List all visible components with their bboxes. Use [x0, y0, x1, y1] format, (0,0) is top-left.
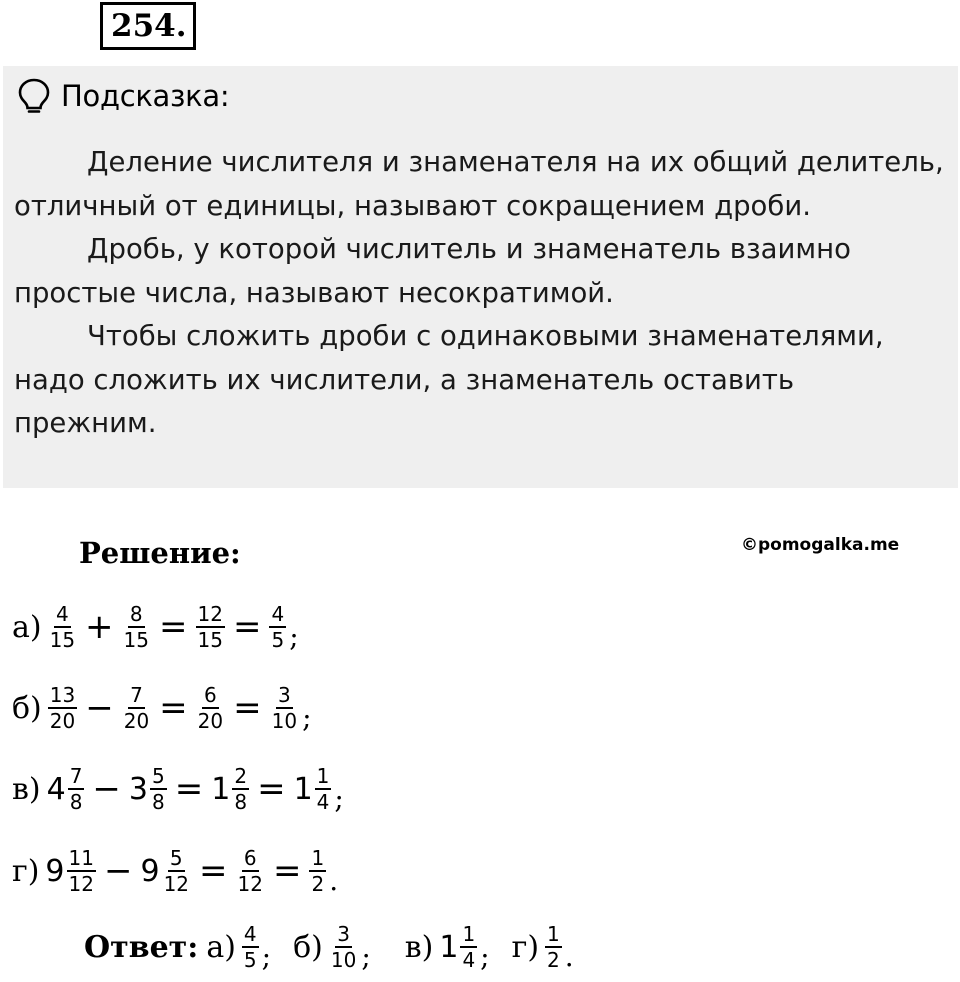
- copyright-watermark: ©pomogalka.me: [741, 535, 900, 555]
- solution-line-g: [12, 836, 338, 906]
- punctuation: .: [329, 863, 339, 897]
- item-label: а): [12, 609, 42, 645]
- item-label: в): [404, 929, 434, 965]
- punctuation: ;: [334, 781, 344, 815]
- task-number: 254.: [100, 2, 196, 50]
- operator: −: [85, 688, 114, 728]
- whole-part: 4: [46, 771, 66, 807]
- fraction: $\frac{6}{12}$: [237, 846, 263, 896]
- lightbulb-icon: [17, 78, 51, 114]
- fraction: $\frac{4}{15}$: [49, 602, 76, 652]
- fraction: $\frac{12}{15}$: [197, 602, 223, 652]
- equals-sign: =: [159, 607, 188, 647]
- fraction: $\frac{7}{8}$: [69, 764, 83, 814]
- fraction: $\frac{1}{4}$: [462, 922, 476, 972]
- equals-sign: =: [159, 688, 188, 728]
- item-label: б): [12, 690, 42, 726]
- fraction: $\frac{6}{20}$: [197, 683, 224, 733]
- operator: +: [85, 607, 114, 647]
- item-label: б): [293, 929, 323, 965]
- solution-title: Решение:: [79, 536, 241, 570]
- fraction: $\frac{2}{8}$: [234, 764, 248, 814]
- hint-header: [17, 78, 229, 114]
- answer-line: [84, 912, 574, 982]
- hint-text: [14, 141, 944, 446]
- equals-sign: =: [233, 688, 262, 728]
- equals-sign: =: [257, 769, 286, 809]
- punctuation: .: [564, 939, 574, 973]
- fraction: $\frac{13}{20}$: [49, 683, 76, 733]
- whole-part: 1: [439, 929, 459, 965]
- whole-part: 1: [293, 771, 313, 807]
- fraction: $\frac{5}{12}$: [163, 846, 190, 896]
- answer-label: Ответ:: [84, 929, 199, 965]
- whole-part: 9: [45, 853, 65, 889]
- fraction: $\frac{1}{4}$: [316, 764, 330, 814]
- punctuation: ;: [261, 939, 272, 973]
- fraction: $\frac{4}{5}$: [271, 602, 285, 652]
- equals-sign: =: [272, 851, 302, 891]
- hint-paragraph: Чтобы сложить дроби с одинаковыми знаменателями, надо сложить их числители, а знаменатель оставить прежним.: [14, 320, 884, 439]
- solution-line-a: [12, 592, 299, 662]
- punctuation: ;: [480, 939, 490, 973]
- solution-line-b: [12, 673, 312, 743]
- hint-box: [3, 66, 958, 488]
- operator: −: [92, 769, 121, 809]
- fraction: $\frac{5}{8}$: [152, 764, 165, 814]
- solution-line-v: [12, 754, 344, 824]
- item-label: г): [12, 853, 40, 889]
- fraction: $\frac{3}{10}$: [271, 683, 298, 733]
- item-label: а): [206, 929, 236, 965]
- equals-sign: =: [199, 851, 228, 891]
- punctuation: ;: [289, 619, 299, 653]
- hint-paragraph: Дробь, у которой числитель и знаменатель взаимно простые числа, называют несократимой.: [14, 233, 851, 309]
- fraction: $\frac{4}{5}$: [243, 922, 257, 972]
- hint-title: Подсказка:: [61, 79, 230, 113]
- whole-part: 9: [140, 853, 160, 889]
- whole-part: 1: [211, 771, 231, 807]
- fraction: $\frac{8}{15}$: [123, 602, 149, 652]
- punctuation: ;: [361, 939, 371, 973]
- fraction: $\frac{1}{2}$: [311, 846, 325, 896]
- fraction: $\frac{7}{20}$: [123, 683, 150, 733]
- equals-sign: =: [232, 607, 262, 647]
- fraction: $\frac{3}{10}$: [330, 922, 357, 972]
- item-label: в): [12, 771, 41, 807]
- whole-part: 3: [128, 771, 149, 807]
- hint-paragraph: Деление числителя и знаменателя на их общий делитель, отличный от единицы, называют сокращением дроби.: [14, 146, 944, 222]
- item-label: г): [511, 929, 540, 965]
- punctuation: ;: [302, 700, 312, 734]
- equals-sign: =: [174, 769, 204, 809]
- fraction: $\frac{11}{12}$: [68, 846, 94, 896]
- fraction: $\frac{1}{2}$: [547, 922, 560, 972]
- operator: −: [103, 851, 133, 891]
